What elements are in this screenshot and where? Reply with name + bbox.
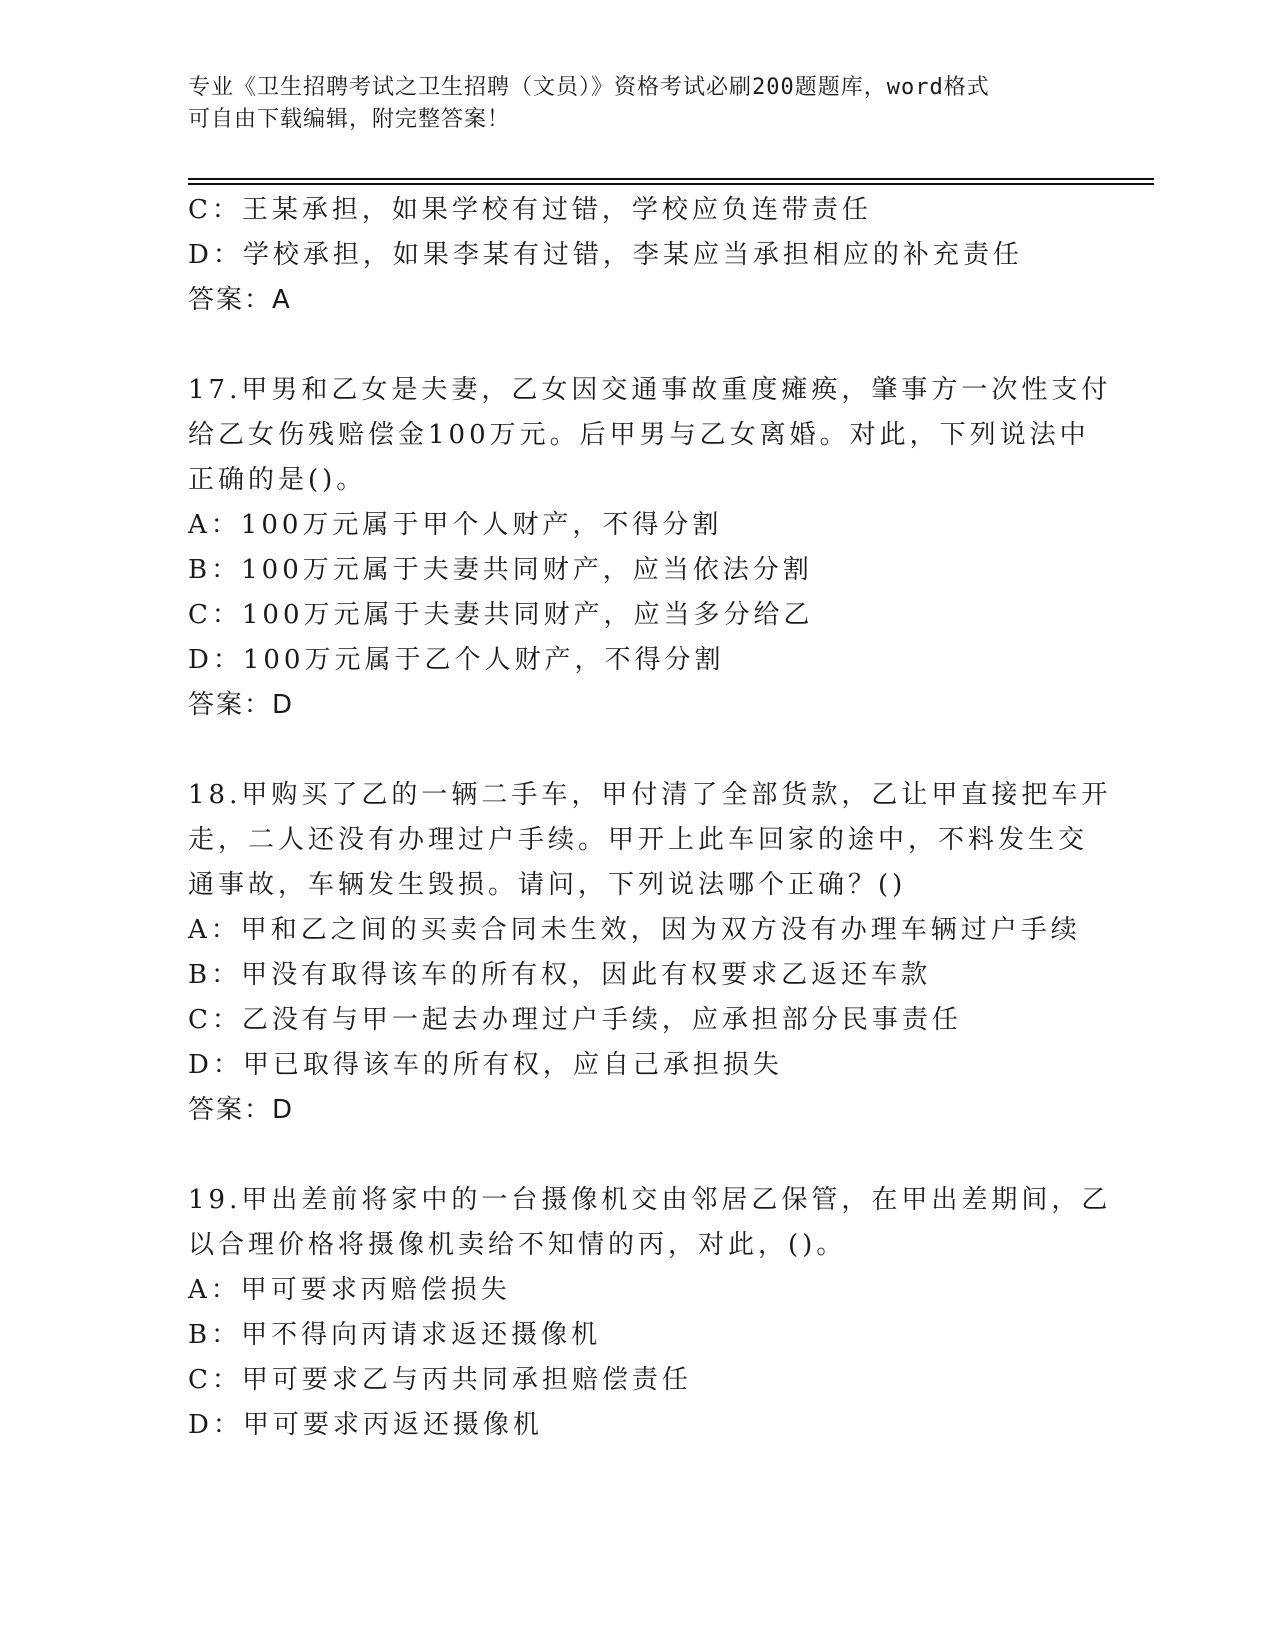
question-16-block bbox=[188, 188, 1088, 323]
q17-stem-line: 给乙女伤残赔偿金100万元。后甲男与乙女离婚。对此，下列说法中 bbox=[188, 420, 1090, 450]
q18-stem-line: 走，二人还没有办理过户手续。甲开上此车回家的途中，不料发生交 bbox=[188, 825, 1089, 855]
q18-stem-line: 18.甲购买了乙的一辆二手车，甲付清了全部货款，乙让甲直接把车开 bbox=[188, 780, 1112, 810]
header-divider-top bbox=[188, 178, 1154, 180]
q16-option-c: C：王某承担，如果学校有过错，学校应负连带责任 bbox=[188, 195, 872, 225]
q18-option-a: A：甲和乙之间的买卖合同未生效，因为双方没有办理车辆过户手续 bbox=[188, 915, 1081, 945]
q19-option-d: D：甲可要求丙返还摄像机 bbox=[188, 1410, 543, 1440]
q16-option-d: D：学校承担，如果李某有过错，李某应当承担相应的补充责任 bbox=[188, 240, 1023, 270]
q19-option-a: A：甲可要求丙赔偿损失 bbox=[188, 1275, 511, 1305]
q17-option-c: C：100万元属于夫妻共同财产，应当多分给乙 bbox=[188, 600, 814, 630]
question-18-block bbox=[188, 773, 1112, 1133]
q19-option-b: B：甲不得向丙请求返还摄像机 bbox=[188, 1320, 602, 1350]
q18-option-d: D：甲已取得该车的所有权，应自己承担损失 bbox=[188, 1050, 783, 1080]
header-line-1: 专业《卫生招聘考试之卫生招聘（文员）》资格考试必刷200题题库，word格式 bbox=[188, 75, 990, 100]
q19-stem-line: 以合理价格将摄像机卖给不知情的丙，对此，()。 bbox=[188, 1230, 847, 1260]
q17-option-b: B：100万元属于夫妻共同财产，应当依法分割 bbox=[188, 555, 813, 585]
header-line-2: 可自由下载编辑，附完整答案！ bbox=[188, 107, 511, 132]
q17-stem-line: 正确的是()。 bbox=[188, 465, 367, 495]
q17-stem-line: 17.甲男和乙女是夫妻，乙女因交通事故重度瘫痪，肇事方一次性支付 bbox=[188, 375, 1112, 405]
q17-option-a: A：100万元属于甲个人财产，不得分割 bbox=[188, 510, 723, 540]
question-17-block bbox=[188, 368, 1112, 728]
q17-answer: 答案：D bbox=[188, 690, 295, 720]
q18-option-b: B：甲没有取得该车的所有权，因此有权要求乙返还车款 bbox=[188, 960, 932, 990]
question-19-block bbox=[188, 1178, 1112, 1448]
q18-option-c: C：乙没有与甲一起去办理过户手续，应承担部分民事责任 bbox=[188, 1005, 962, 1035]
q16-answer: 答案：A bbox=[188, 285, 292, 315]
header-divider-bottom bbox=[188, 183, 1154, 185]
q18-stem-line: 通事故，车辆发生毁损。请问，下列说法哪个正确？() bbox=[188, 870, 907, 900]
q18-answer: 答案：D bbox=[188, 1095, 295, 1125]
q19-option-c: C：甲可要求乙与丙共同承担赔偿责任 bbox=[188, 1365, 692, 1395]
document-header bbox=[188, 72, 1068, 136]
q17-option-d: D：100万元属于乙个人财产，不得分割 bbox=[188, 645, 725, 675]
question-content bbox=[188, 188, 1112, 1448]
q19-stem-line: 19.甲出差前将家中的一台摄像机交由邻居乙保管，在甲出差期间，乙 bbox=[188, 1185, 1112, 1215]
